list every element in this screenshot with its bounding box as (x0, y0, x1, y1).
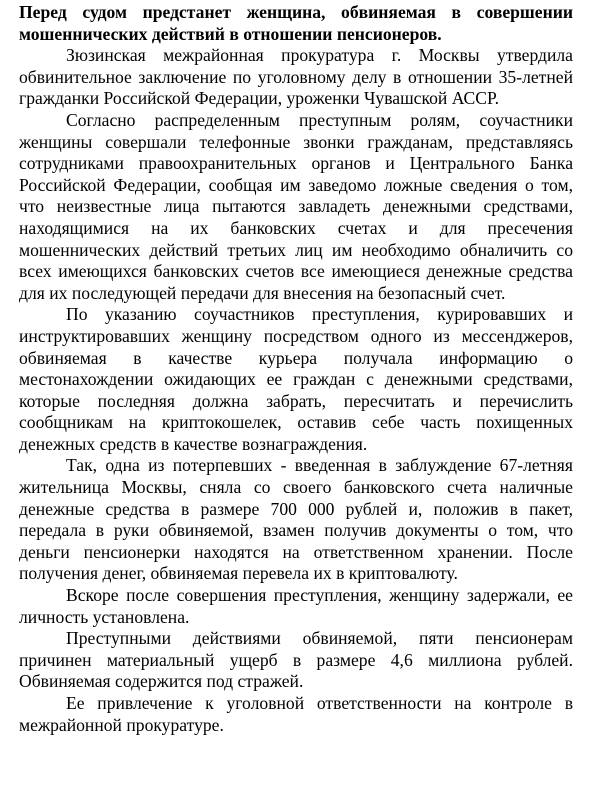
paragraph-arrest: Вскоре после совершения преступления, женщину задержали, ее личность установлена. (19, 585, 573, 627)
document-page (19, 2, 573, 736)
paragraph-indictment: Зюзинская межрайонная прокуратура г. Москвы утвердила обвинительное заключение по уголовному делу в отношении 35-летней гражданки Российской Федерации, уроженки Чувашской АССР. (19, 45, 573, 109)
paragraph-damage: Преступными действиями обвиняемой, пяти пенсионерам причинен материальный ущерб в размере 4,6 миллиона рублей. Обвиняемая содержится под стражей. (19, 628, 573, 692)
paragraph-victim-episode: Так, одна из потерпевших - введенная в заблуждение 67-летняя жительница Москвы, сняла со своего банковского счета наличные денежные средства в размере 700 000 рублей и, положив в пакет, передала в руки обвиняемой, взамен получив документы о том, что деньги пенсионерки находятся на ответственном хранении. После получения денег, обвиняемая перевела их в криптовалюту. (19, 455, 573, 584)
article-title: Перед судом предстанет женщина, обвиняемая в совершении мошеннических действий в отношении пенсионеров. (19, 2, 573, 44)
paragraph-oversight: Ее привлечение к уголовной ответственности на контроле в межрайонной прокуратуре. (19, 693, 573, 735)
paragraph-courier-role: По указанию соучастников преступления, курировавших и инструктировавших женщину посредством одного из мессенджеров, обвиняемая в качестве курьера получала информацию о местонахождении ожидающих ее граждан с денежными средствами, которые последняя должна забрать, пересчитать и перечислить сообщникам на криптокошелек, оставив себе часть похищенных денежных средств в качестве вознаграждения. (19, 304, 573, 454)
paragraph-scheme: Согласно распределенным преступным ролям, соучастники женщины совершали телефонные звонки гражданам, представляясь сотрудниками правоохранительных органов и Центрального Банка Российской Федерации, сообщая им заведомо ложные сведения о том, что неизвестные лица пытаются завладеть денежными средствами, находящимися на их банковских счетах и для пресечения мошеннических действий третьих лиц им необходимо обналичить со всех имеющихся банковских счетов все имеющиеся денежные средства для их последующей передачи для внесения на безопасный счет. (19, 109, 573, 303)
